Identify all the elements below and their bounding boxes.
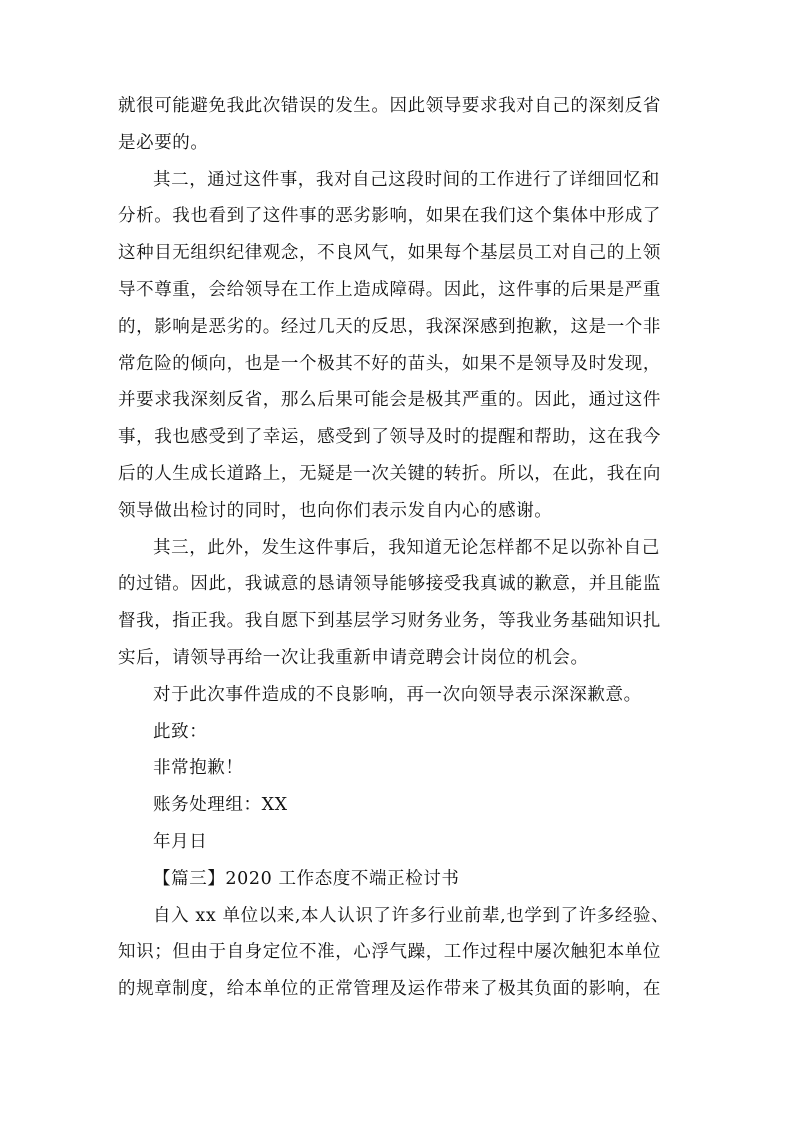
- paragraph-start-line: 自入 xx 单位以来,本人认识了许多行业前辈,也学到了许多经验、: [153, 905, 670, 926]
- text-line: 实后，请领导再给一次让我重新申请竞聘会计岗位的机会。: [118, 647, 589, 668]
- document-body: [118, 88, 678, 1008]
- closing-line: 非常抱歉！: [153, 758, 244, 779]
- paragraph-start-line: 其二，通过这件事，我对自己这段时间的工作进行了详细回忆和: [153, 169, 660, 190]
- text-line: 的规章制度，给本单位的正常管理及运作带来了极其负面的影响，在: [118, 979, 661, 1000]
- text-line: 的，影响是恶劣的。经过几天的反思，我深深感到抱歉，这是一个非: [118, 316, 661, 337]
- text-line: 这种目无组织纪律观念，不良风气，如果每个基层员工对自己的上领: [118, 243, 661, 264]
- salutation-line: 此致：: [153, 721, 208, 742]
- text-line: 后的人生成长道路上，无疑是一次关键的转折。所以，在此，我在向: [118, 463, 661, 484]
- text-line: 是必要的。: [118, 132, 209, 153]
- text-line: 知识；但由于自身定位不准，心浮气躁，工作过程中屡次触犯本单位: [118, 942, 661, 963]
- text-line: 就很可能避免我此次错误的发生。因此领导要求我对自己的深刻反省: [118, 96, 661, 116]
- signature-line: 账务处理组：XX: [153, 795, 288, 816]
- text-line: 的过错。因此，我诚意的恳请领导能够接受我真诚的歉意，并且能监: [118, 574, 661, 595]
- date-line: 年月日: [153, 831, 208, 852]
- text-line: 领导做出检讨的同时，也向你们表示发自内心的感谢。: [118, 500, 553, 521]
- text-line: 导不尊重，会给领导在工作上造成障碍。因此，这件事的后果是严重: [118, 279, 661, 300]
- text-line: 并要求我深刻反省，那么后果可能会是极其严重的。因此，通过这件: [118, 390, 661, 411]
- section-heading: 【篇三】2020 工作态度不端正检讨书: [153, 868, 460, 889]
- text-line: 分析。我也看到了这件事的恶劣影响，如果在我们这个集体中形成了: [118, 206, 661, 227]
- text-line: 事，我也感受到了幸运，感受到了领导及时的提醒和帮助，这在我今: [118, 427, 661, 448]
- paragraph-start-line: 对于此次事件造成的不良影响，再一次向领导表示深深歉意。: [153, 684, 642, 705]
- paragraph-start-line: 其三，此外，发生这件事后，我知道无论怎样都不足以弥补自己: [153, 537, 660, 558]
- text-line: 常危险的倾向，也是一个极其不好的苗头，如果不是领导及时发现，: [118, 353, 661, 374]
- text-line: 督我，指正我。我自愿下到基层学习财务业务，等我业务基础知识扎: [118, 611, 661, 632]
